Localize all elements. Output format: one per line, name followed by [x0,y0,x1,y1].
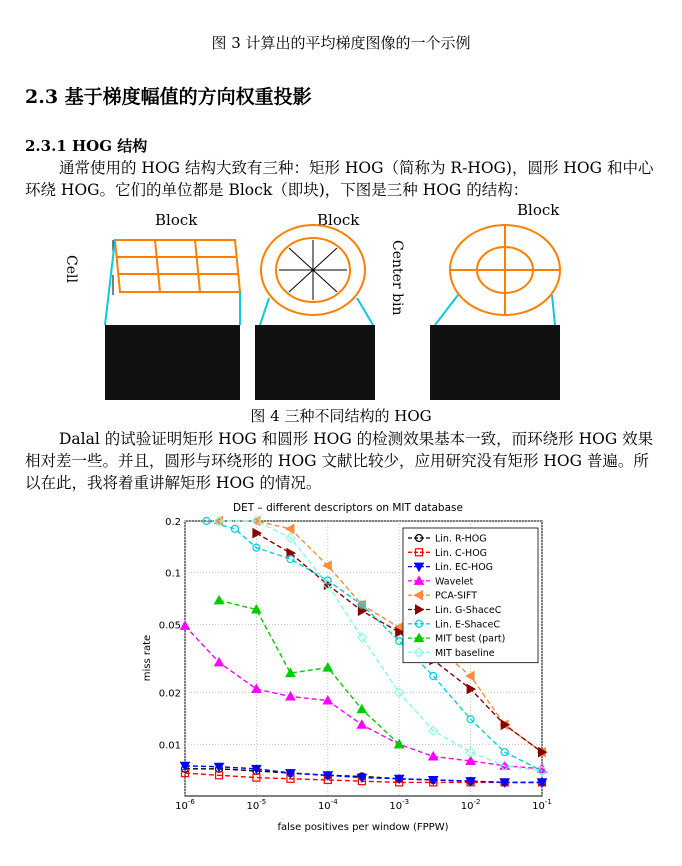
center-bin-label: Center bin [389,240,405,316]
y-tick-label: 0.01 [158,740,181,752]
x-tick-label: $10^{-5}$ [246,798,267,812]
legend-label: PCA-SIFT [435,590,478,602]
paragraph-1: 通常使用的 HOG 结构大致有三种：矩形 HOG（简称为 R-HOG)，圆形 HOG 和中心环绕 HOG。它们的单位都是 Block（即块)，下图是三种 HOG 的结构： [25,159,654,199]
fig4-caption: 图 4 三种不同结构的 HOG [250,407,432,425]
hog-structures-figure [55,200,635,405]
x-tick-label: $10^{-3}$ [389,798,410,812]
fig3-caption: 图 3 计算出的平均梯度图像的一个示例 [211,34,471,52]
legend [403,528,538,663]
x-tick-label: $10^{-4}$ [317,798,338,812]
cell-label: Cell [63,255,79,283]
rect-block [115,240,240,292]
legend-label: Lin. E-ShaceC [435,619,500,631]
y-tick-label: 0.1 [165,568,181,580]
x-tick-label: $10^{-2}$ [460,798,481,812]
block-label-1: Block [155,211,198,229]
legend-label: Wavelet [435,576,474,588]
legend-label: Lin. EC-HOG [435,562,494,574]
y-axis-label: miss rate [142,634,153,682]
x-tick-label: $10^{-1}$ [532,798,552,812]
block-label-2: Block [317,211,360,229]
y-tick-label: 0.2 [165,517,181,528]
legend-label: Lin. C-HOG [435,547,488,559]
gradient-image-1 [105,325,240,400]
y-tick-label: 0.05 [158,620,181,632]
block-label-3: Block [517,201,560,219]
section-title: 2.3 基于梯度幅值的方向权重投影 [25,86,312,108]
paragraph-2: Dalal 的试验证明矩形 HOG 和圆形 HOG 的检测效果基本一致，而环绕形 HOG 效果相对差一些。并且，圆形与环绕形的 HOG 文献比较少，应用研究没有矩形 HOG 普遍。所以在此，我将着重讲解矩形 HOG 的情况。 [25,430,654,492]
legend-label: Lin. R-HOG [435,533,487,545]
gradient-image-2 [255,325,375,400]
legend-label: Lin. G-ShaceC [435,605,502,616]
y-tick-label: 0.02 [158,688,181,700]
x-tick-label: $10^{-6}$ [175,798,195,812]
x-axis-label: false positives per window (FPPW) [277,822,449,833]
legend-label: MIT best (part) [435,633,506,645]
gradient-image-3 [430,325,560,400]
legend-label: MIT baseline [435,647,495,659]
det-chart [135,500,550,840]
chart-title: DET – different descriptors on MIT database [233,502,463,514]
subsection-title: 2.3.1 HOG 结构 [25,137,148,155]
